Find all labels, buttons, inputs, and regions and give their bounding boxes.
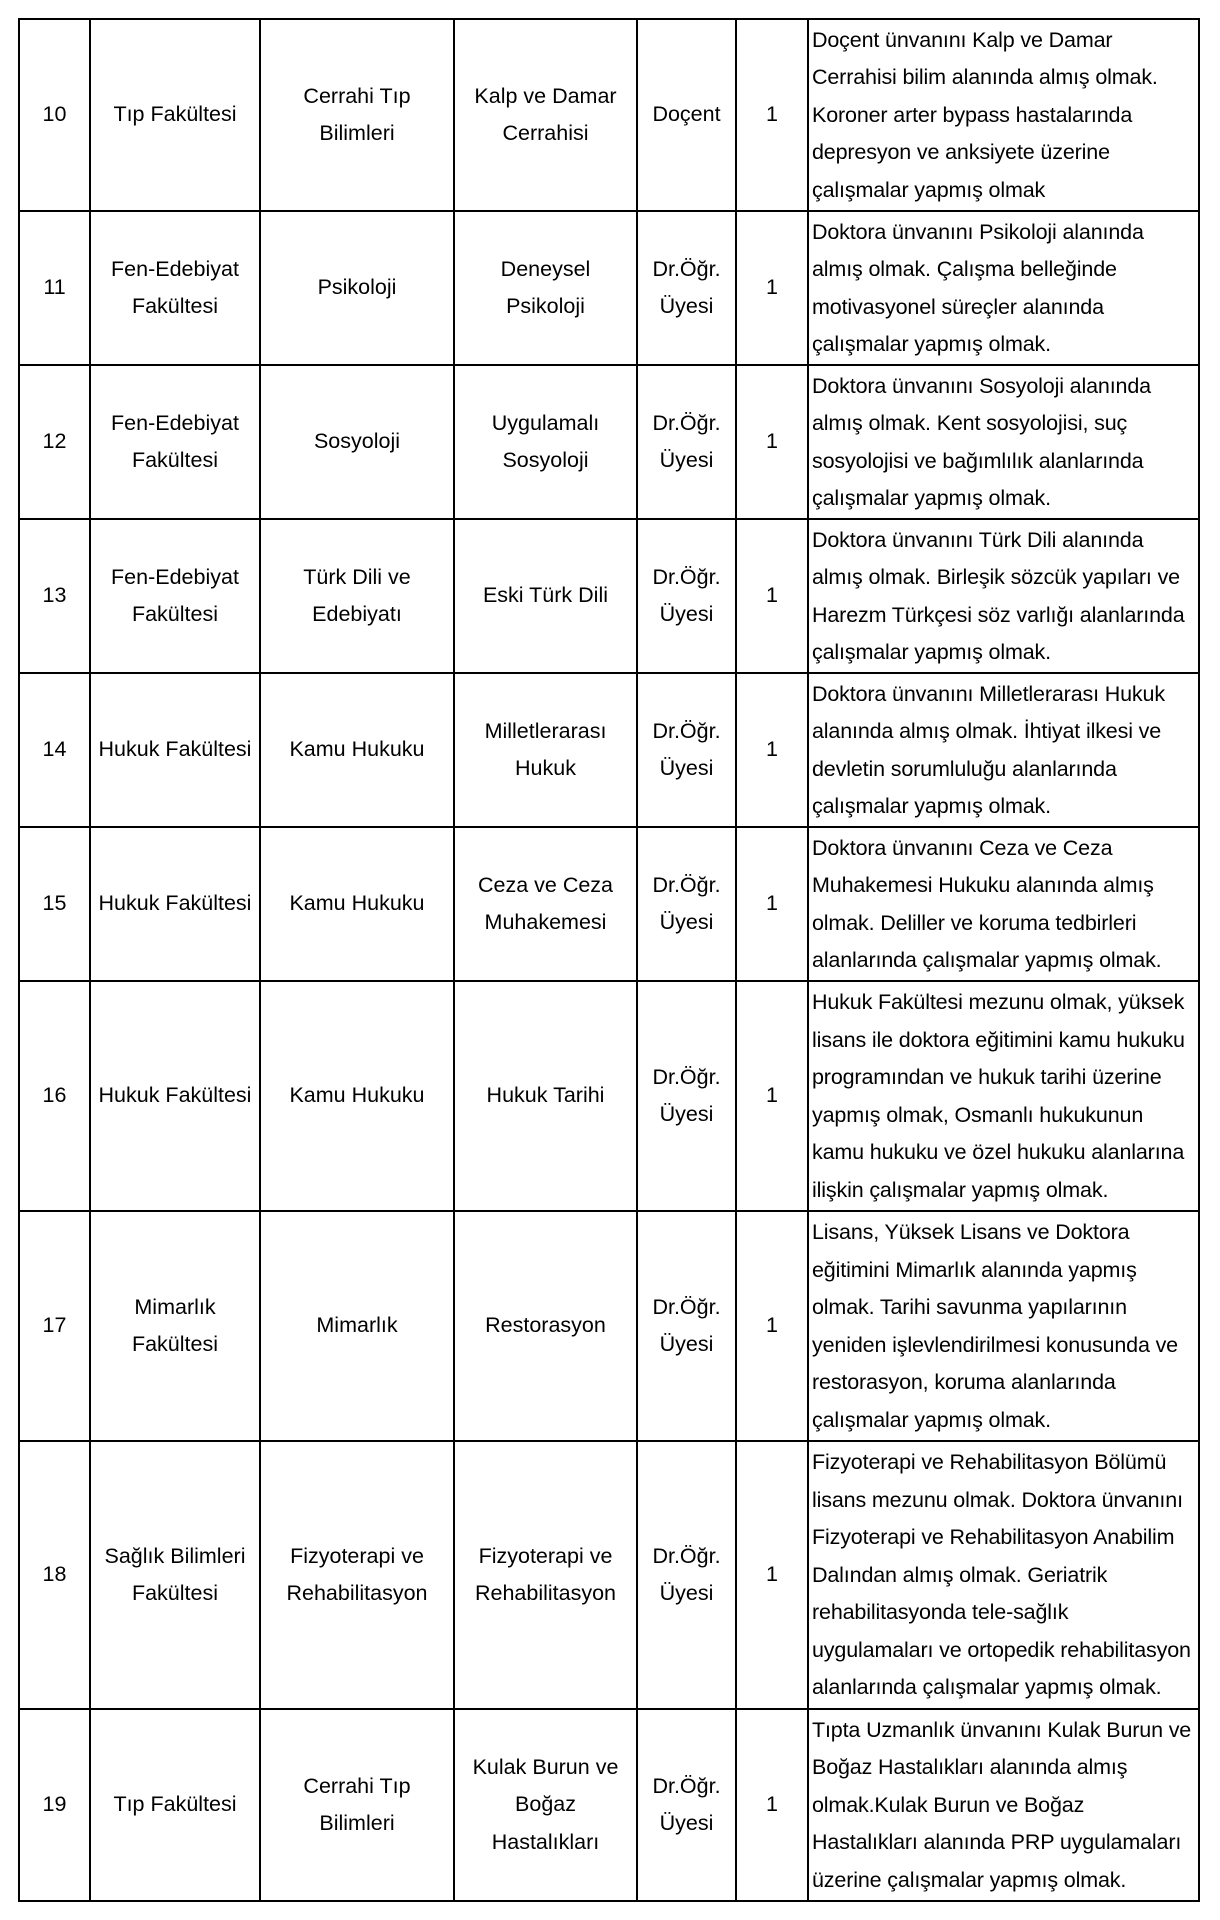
program-cell: Ceza ve Ceza Muhakemesi	[454, 827, 637, 981]
faculty-cell: Tıp Fakültesi	[90, 19, 260, 211]
count-cell: 1	[736, 1441, 808, 1709]
row-number: 14	[19, 673, 90, 827]
position-table	[18, 18, 1200, 1902]
title-cell: Dr.Öğr. Üyesi	[637, 365, 736, 519]
row-number: 19	[19, 1709, 90, 1901]
count-cell: 1	[736, 365, 808, 519]
department-cell: Kamu Hukuku	[260, 981, 454, 1211]
program-cell: Eski Türk Dili	[454, 519, 637, 673]
requirements-cell: Hukuk Fakültesi mezunu olmak, yüksek lisans ile doktora eğitimini kamu hukuku programından ve hukuk tarihi üzerine yapmış olmak, Osmanlı hukukunun kamu hukuku ve özel hukuku alanlarına ilişkin çalışmalar yapmış olmak.	[808, 981, 1199, 1211]
table-row	[19, 1709, 1199, 1901]
program-cell: Kulak Burun ve Boğaz Hastalıkları	[454, 1709, 637, 1901]
program-cell: Fizyoterapi ve Rehabilitasyon	[454, 1441, 637, 1709]
row-number: 12	[19, 365, 90, 519]
faculty-cell: Hukuk Fakültesi	[90, 827, 260, 981]
requirements-cell: Doktora ünvanını Milletlerarası Hukuk alanında almış olmak. İhtiyat ilkesi ve devletin sorumluluğu alanlarında çalışmalar yapmış olmak.	[808, 673, 1199, 827]
requirements-cell: Doçent ünvanını Kalp ve Damar Cerrahisi bilim alanında almış olmak. Koroner arter bypass hastalarında depresyon ve anksiyete üzerine çalışmalar yapmış olmak	[808, 19, 1199, 211]
title-cell: Dr.Öğr. Üyesi	[637, 211, 736, 365]
row-number: 15	[19, 827, 90, 981]
count-cell: 1	[736, 519, 808, 673]
program-cell: Milletlerarası Hukuk	[454, 673, 637, 827]
requirements-cell: Lisans, Yüksek Lisans ve Doktora eğitimini Mimarlık alanında yapmış olmak. Tarihi savunma yapılarının yeniden işlevlendirilmesi konusunda ve restorasyon, koruma alanlarında çalışmalar yapmış olmak.	[808, 1211, 1199, 1441]
count-cell: 1	[736, 1211, 808, 1441]
row-number: 13	[19, 519, 90, 673]
count-cell: 1	[736, 1709, 808, 1901]
department-cell: Psikoloji	[260, 211, 454, 365]
title-cell: Dr.Öğr. Üyesi	[637, 827, 736, 981]
requirements-cell: Doktora ünvanını Psikoloji alanında almış olmak. Çalışma belleğinde motivasyonel süreçler alanında çalışmalar yapmış olmak.	[808, 211, 1199, 365]
table-row	[19, 981, 1199, 1211]
faculty-cell: Fen-Edebiyat Fakültesi	[90, 211, 260, 365]
title-cell: Dr.Öğr. Üyesi	[637, 519, 736, 673]
requirements-cell: Fizyoterapi ve Rehabilitasyon Bölümü lisans mezunu olmak. Doktora ünvanını Fizyoterapi ve Rehabilitasyon Anabilim Dalından almış olmak. Geriatrik rehabilitasyonda tele-sağlık uygulamaları ve ortopedik rehabilitasyon alanlarında çalışmalar yapmış olmak.	[808, 1441, 1199, 1709]
department-cell: Cerrahi Tıp Bilimleri	[260, 1709, 454, 1901]
row-number: 17	[19, 1211, 90, 1441]
requirements-cell: Doktora ünvanını Ceza ve Ceza Muhakemesi Hukuku alanında almış olmak. Deliller ve koruma tedbirleri alanlarında çalışmalar yapmış olmak.	[808, 827, 1199, 981]
department-cell: Kamu Hukuku	[260, 827, 454, 981]
department-cell: Sosyoloji	[260, 365, 454, 519]
program-cell: Deneysel Psikoloji	[454, 211, 637, 365]
requirements-cell: Tıpta Uzmanlık ünvanını Kulak Burun ve Boğaz Hastalıkları alanında almış olmak.Kulak Burun ve Boğaz Hastalıkları alanında PRP uygulamaları üzerine çalışmalar yapmış olmak.	[808, 1709, 1199, 1901]
requirements-cell: Doktora ünvanını Türk Dili alanında almış olmak. Birleşik sözcük yapıları ve Harezm Türkçesi söz varlığı alanlarında çalışmalar yapmış olmak.	[808, 519, 1199, 673]
table-row	[19, 1211, 1199, 1441]
faculty-cell: Fen-Edebiyat Fakültesi	[90, 365, 260, 519]
count-cell: 1	[736, 981, 808, 1211]
table-row	[19, 1441, 1199, 1709]
title-cell: Doçent	[637, 19, 736, 211]
table-row	[19, 673, 1199, 827]
program-cell: Restorasyon	[454, 1211, 637, 1441]
table-row	[19, 519, 1199, 673]
row-number: 16	[19, 981, 90, 1211]
count-cell: 1	[736, 673, 808, 827]
count-cell: 1	[736, 211, 808, 365]
program-cell: Hukuk Tarihi	[454, 981, 637, 1211]
title-cell: Dr.Öğr. Üyesi	[637, 1709, 736, 1901]
program-cell: Uygulamalı Sosyoloji	[454, 365, 637, 519]
title-cell: Dr.Öğr. Üyesi	[637, 981, 736, 1211]
department-cell: Cerrahi Tıp Bilimleri	[260, 19, 454, 211]
title-cell: Dr.Öğr. Üyesi	[637, 1441, 736, 1709]
table-row	[19, 365, 1199, 519]
count-cell: 1	[736, 827, 808, 981]
requirements-cell: Doktora ünvanını Sosyoloji alanında almış olmak. Kent sosyolojisi, suç sosyolojisi ve bağımlılık alanlarında çalışmalar yapmış olmak.	[808, 365, 1199, 519]
faculty-cell: Hukuk Fakültesi	[90, 981, 260, 1211]
table-row	[19, 211, 1199, 365]
count-cell: 1	[736, 19, 808, 211]
department-cell: Kamu Hukuku	[260, 673, 454, 827]
faculty-cell: Mimarlık Fakültesi	[90, 1211, 260, 1441]
department-cell: Fizyoterapi ve Rehabilitasyon	[260, 1441, 454, 1709]
faculty-cell: Fen-Edebiyat Fakültesi	[90, 519, 260, 673]
title-cell: Dr.Öğr. Üyesi	[637, 1211, 736, 1441]
program-cell: Kalp ve Damar Cerrahisi	[454, 19, 637, 211]
department-cell: Mimarlık	[260, 1211, 454, 1441]
title-cell: Dr.Öğr. Üyesi	[637, 673, 736, 827]
row-number: 10	[19, 19, 90, 211]
faculty-cell: Tıp Fakültesi	[90, 1709, 260, 1901]
faculty-cell: Hukuk Fakültesi	[90, 673, 260, 827]
faculty-cell: Sağlık Bilimleri Fakültesi	[90, 1441, 260, 1709]
table-row	[19, 19, 1199, 211]
table-row	[19, 827, 1199, 981]
row-number: 18	[19, 1441, 90, 1709]
department-cell: Türk Dili ve Edebiyatı	[260, 519, 454, 673]
row-number: 11	[19, 211, 90, 365]
